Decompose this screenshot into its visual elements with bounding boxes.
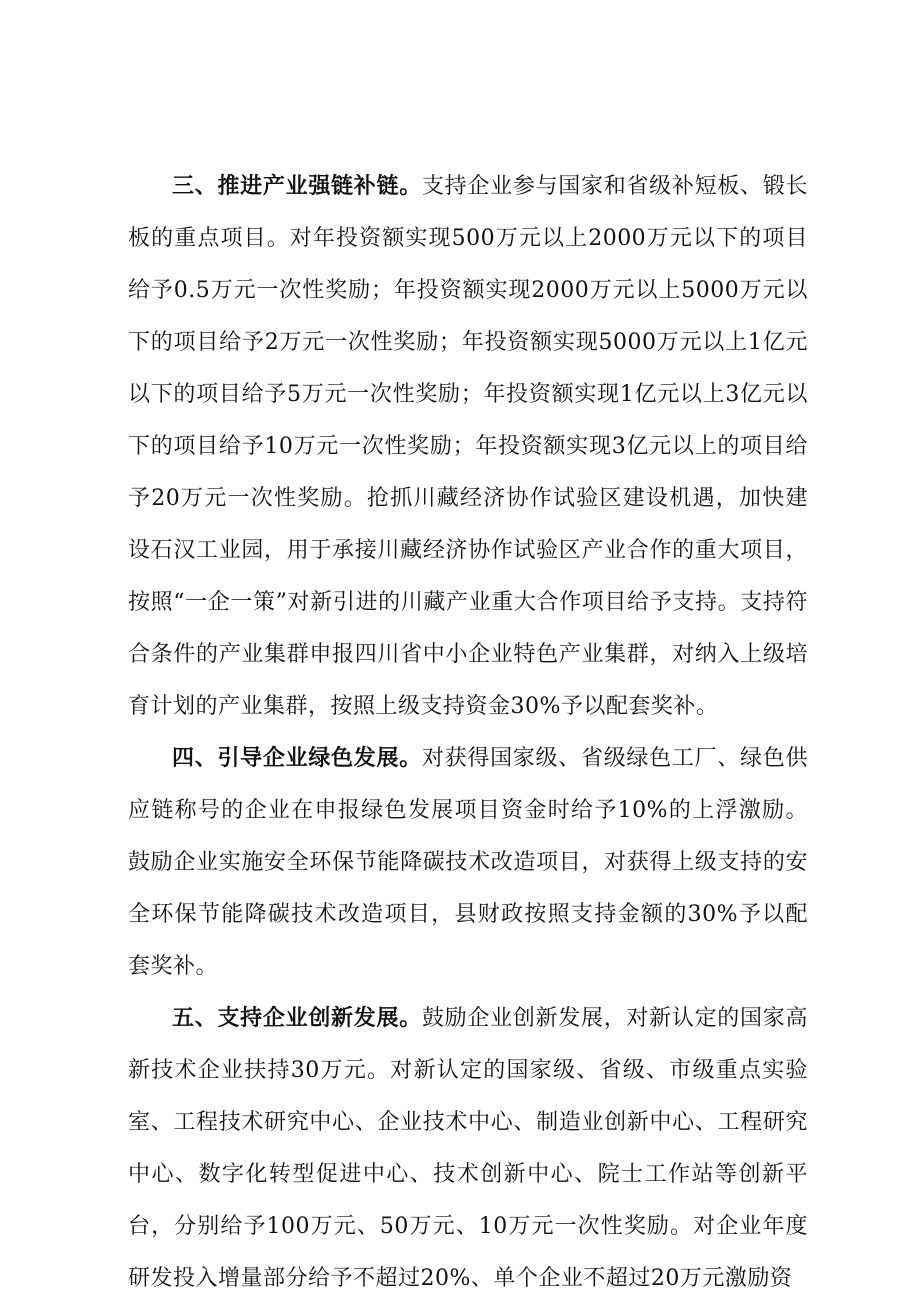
section-text: 对获得国家级、省级绿色工厂、绿色供应链称号的企业在申报绿色发展项目资金时给予10%的上浮激励。鼓励企业实施安全环保节能降碳技术改造项目，对获得上级支持的安全环保节能降碳技术改造项目，县财政按照支持金额的30%予以配套奖补。 (128, 746, 808, 979)
section-heading: 四、引导企业绿色发展。 (172, 746, 422, 771)
document-body (128, 161, 808, 1305)
paragraph-industry-chain (128, 161, 808, 733)
paragraph-innovation-development (128, 993, 808, 1305)
section-heading: 五、支持企业创新发展。 (172, 1006, 422, 1031)
section-text: 鼓励企业创新发展，对新认定的国家高新技术企业扶持30万元。对新认定的国家级、省级、市级重点实验室、工程技术研究中心、企业技术中心、制造业创新中心、工程研究中心、数字化转型促进中心、技术创新中心、院士工作站等创新平台，分别给予100万元、50万元、10万元一次性奖励。对企业年度研发投入增量部分给予不超过20%、单个企业不超过20万元激励资 (128, 1006, 808, 1291)
paragraph-green-development (128, 733, 808, 993)
section-text: 支持企业参与国家和省级补短板、锻长板的重点项目。对年投资额实现500万元以上2000万元以下的项目给予0.5万元一次性奖励；年投资额实现2000万元以上5000万元以下的项目给予2万元一次性奖励；年投资额实现5000万元以上1亿元以下的项目给予5万元一次性奖励；年投资额实现1亿元以上3亿元以下的项目给予10万元一次性奖励；年投资额实现3亿元以上的项目给予20万元一次性奖励。抢抓川藏经济协作试验区建设机遇，加快建设石汉工业园，用于承接川藏经济协作试验区产业合作的重大项目，按照“一企一策”对新引进的川藏产业重大合作项目给予支持。支持符合条件的产业集群申报四川省中小企业特色产业集群，对纳入上级培育计划的产业集群，按照上级支持资金30%予以配套奖补。 (128, 174, 808, 719)
section-heading: 三、推进产业强链补链。 (172, 174, 422, 199)
